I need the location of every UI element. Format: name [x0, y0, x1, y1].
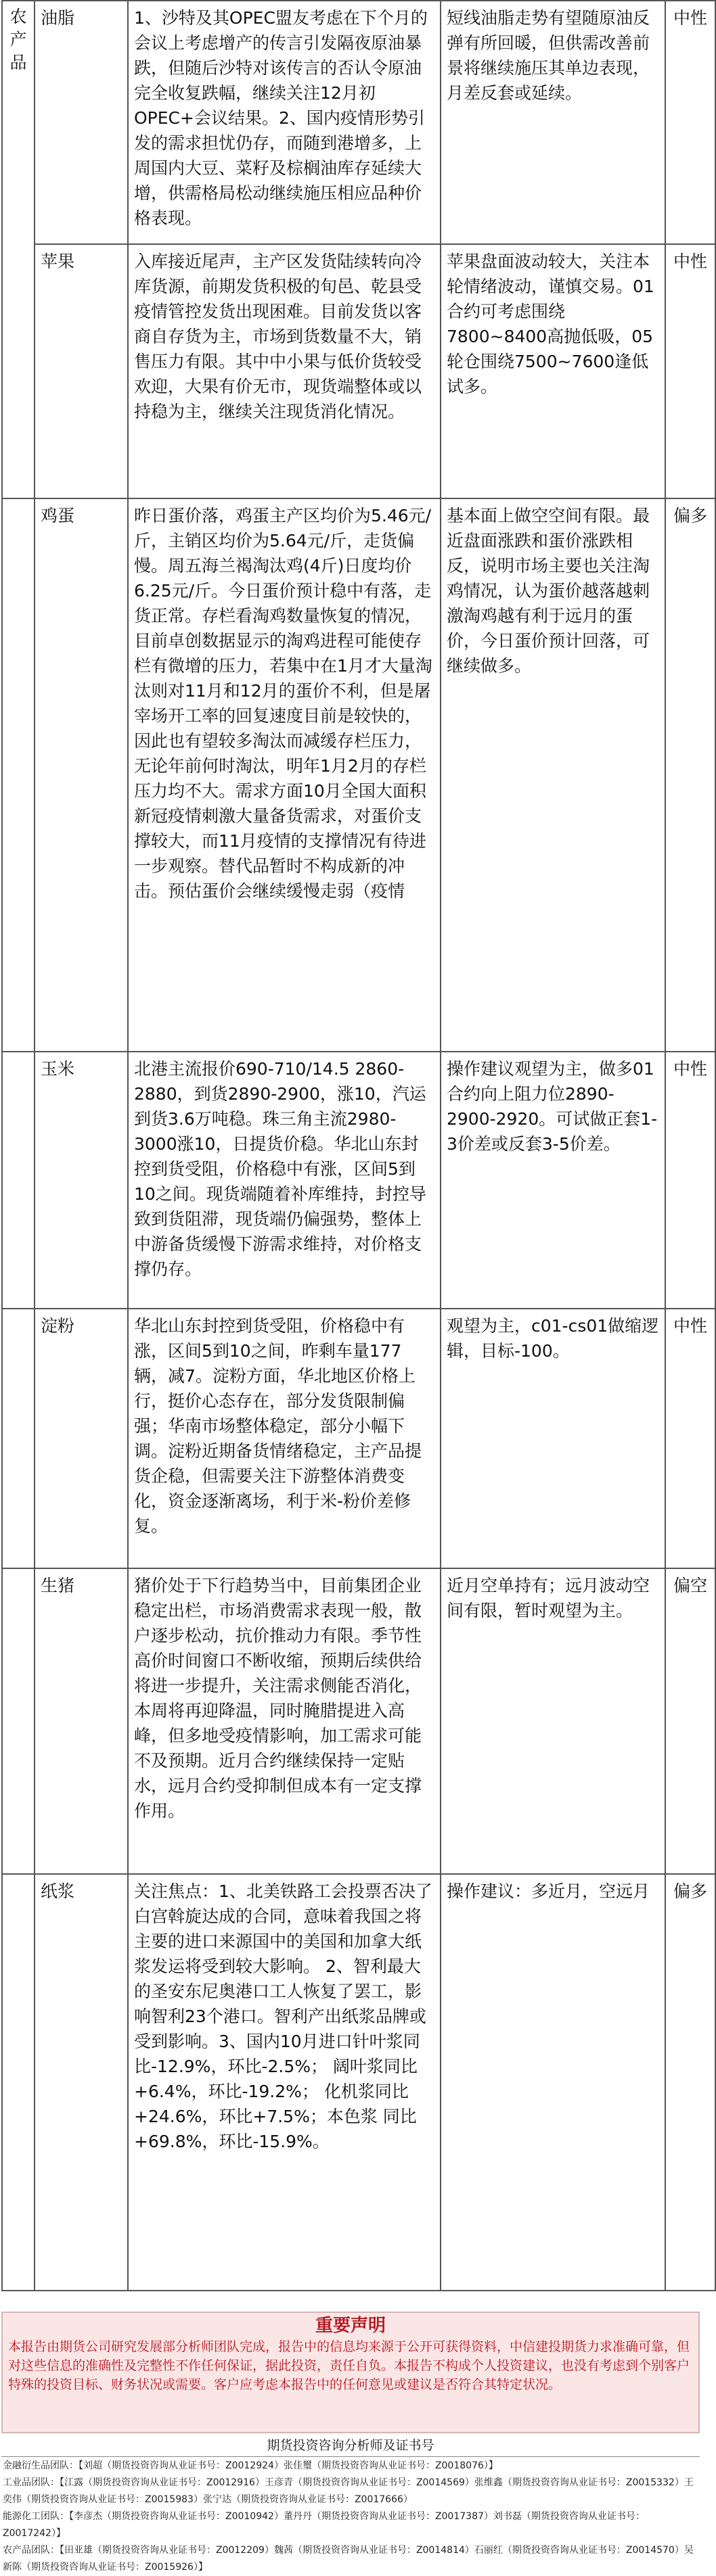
- rating-badge: 中性: [665, 1052, 715, 1309]
- analyst-team-line: 农产品团队：【田亚雄（期货投资咨询从业证书号：Z0012209）魏茜（期货投资咨询从业证书号：Z0014814）石丽红（期货投资咨询从业证书号：Z0014570）吴新陈（期货投资咨询从业证书号：Z0015926）】: [3, 2545, 694, 2573]
- rating-badge: 偏空: [665, 1568, 715, 1874]
- rating-badge: 中性: [665, 1, 715, 244]
- commodity-name: 苹果: [35, 244, 128, 498]
- advice-text: 短线油脂走势有望随原油反弹有所回暖，但供需改善前景将继续施压其单边表现，月差反套或延续。: [441, 1, 665, 244]
- commodity-name: 玉米: [35, 1052, 128, 1309]
- logic-text: 华北山东封控到货受阻，价格稳中有涨，区间5到10之间，昨剩车量177辆，减7。淀粉方面，华北地区价格上行，挺价心态存在，部分发货限制偏强；华南市场整体稳定，部分小幅下调。淀粉近期备货情绪稳定，主产品提货企稳，但需要关注下游整体消费变化，资金逐渐离场，利于米-粉价差修复。: [128, 1309, 441, 1568]
- logic-text: 关注焦点：1、北美铁路工会投票否决了白宫斡旋达成的合同，意味着我国之将主要的进口来源国中的美国和加拿大纸浆发运将受到较大影响。 2、智利最大的圣安东尼奥港口工人恢复了罢工，影响智利23个港口。智利产出纸浆品牌或受到影响。3、国内10月进口针叶浆同比-12.9%，环比-2.5%； 阔叶浆同比+6.4%，环比-19.2%； 化机浆同比+24.6%，环比+7.5%；本色浆 同比+69.8%，环比-15.9%。: [128, 1874, 441, 2291]
- table-row: [2, 1568, 715, 1874]
- table-row: [2, 1874, 715, 2291]
- logic-text: 猪价处于下行趋势当中，目前集团企业稳定出栏，市场消费需求表现一般，散户逐步松动，抗价推动力有限。季节性高价时间窗口不断收缩，预期后续供给将进一步提升，关注需求侧能否消化，本周将再迎降温，同时腌腊提进入高峰，但多地受疫情影响，加工需求可能不及预期。近月合约继续保持一定贴水，远月合约受抑制但成本有一定支撑作用。: [128, 1568, 441, 1874]
- logic-text: 入库接近尾声，主产区发货陆续转向冷库货源，前期发货积极的旬邑、乾县受疫情管控发货出现困难。目前发货以客商自存货为主，市场到货数量不大，销售压力有限。其中中小果与低价货较受欢迎，大果有价无市，现货端整体或以持稳为主，继续关注现货消化情况。: [128, 244, 441, 498]
- rating-badge: 偏多: [665, 1874, 715, 2291]
- commodity-name: 油脂: [35, 1, 128, 244]
- advice-text: 苹果盘面波动较大，关注本轮情绪波动，谨慎交易。01合约可考虑围绕7800~8400高抛低吸，05轮仓围绕7500~7600逢低试多。: [441, 244, 665, 498]
- analyst-team-line: 金融衍生品团队：【刘超（期货投资咨询从业证书号：Z0012924）张佳璽（期货投资咨询从业证书号：Z0018076）】: [3, 2460, 498, 2471]
- table-row: [2, 1309, 715, 1568]
- analyst-section-title: 期货投资咨询分析师及证书号: [1, 2435, 700, 2457]
- disclaimer-text: 本报告由期货公司研究发展部分析师团队完成，报告中的信息均来源于公开可获得资料，中信建投期货力求准确可靠，但对这些信息的准确性及完整性不作任何保证，据此投资，责任自负。本报告不构成个人投资建议，也没有考虑到个别客户特殊的投资目标、财务状况或需要。客户应考虑本报告中的任何意见或建议是否符合其特定状况。: [8, 2339, 690, 2392]
- table-row: [2, 1052, 715, 1309]
- disclaimer-title: 重要声明: [315, 2316, 386, 2336]
- rating-badge: 中性: [665, 1309, 715, 1568]
- table-row: [2, 1, 715, 244]
- logic-text: 1、沙特及其OPEC盟友考虑在下个月的会议上考虑增产的传言引发隔夜原油暴跌，但随后沙特对该传言的否认令原油完全收复跌幅，继续关注12月初OPEC+会议结果。2、国内疫情形势引发的需求担忧仍存，而随到港增多，上周国内大豆、菜籽及棕榈油库存延续大增，供需格局松动继续施压相应品种价格表现。: [128, 1, 441, 244]
- advice-text: 近月空单持有；远月波动空间有限，暂时观望为主。: [441, 1568, 665, 1874]
- rating-badge: 中性: [665, 244, 715, 498]
- commodity-name: 鸡蛋: [35, 498, 128, 1052]
- commodity-name: 生猪: [35, 1568, 128, 1874]
- analyst-list: [3, 2458, 698, 2576]
- advice-text: 操作建议：多近月，空远月: [441, 1874, 665, 2291]
- logic-text: 北港主流报价690-710/14.5 2860-2880，到货2890-2900，涨10，汽运到货3.6万吨稳。珠三角主流2980-3000涨10，日提货价稳。华北山东封控到货受阻，价格稳中有涨，区间5到10之间。现货端随着补库维持，封控导致到货阻滞，现货端仍偏强势，整体上中游备货缓慢下游需求维持，对价格支撑仍存。: [128, 1052, 441, 1309]
- rating-badge: 偏多: [665, 498, 715, 1052]
- advice-text: 基本面上做空空间有限。最近盘面涨跌和蛋价涨跌相反，说明市场主要也关注淘鸡情况，认为蛋价越落越刺激淘鸡越有利于远月的蛋价，今日蛋价预计回落，可继续做多。: [441, 498, 665, 1052]
- table-row: [2, 498, 715, 1052]
- advice-text: 操作建议观望为主，做多01合约向上阻力位2890-2900-2920。可试做正套1-3价差或反套3-5价差。: [441, 1052, 665, 1309]
- analyst-team-line: 能源化工团队：【李彦杰（期货投资咨询从业证书号：Z0010942）董丹丹（期货投资咨询从业证书号：Z0017387）刘书磊（期货投资咨询从业证书号：Z0017242）】: [3, 2511, 645, 2539]
- commodity-name: 纸浆: [35, 1874, 128, 2291]
- advice-text: 观望为主，c01-cs01做缩逻辑，目标-100。: [441, 1309, 665, 1568]
- disclaimer-box: [1, 2312, 700, 2433]
- commodity-table: [1, 0, 716, 2291]
- commodity-name: 淀粉: [35, 1309, 128, 1568]
- analyst-team-line: 工业品团队：【江露（期货投资咨询从业证书号：Z0012916）王彦青（期货投资咨询从业证书号：Z0014569）张维鑫（期货投资咨询从业证书号：Z0015332）王奕伟（期货投资咨询从业证书号：Z0015983）张宁达（期货投资咨询从业证书号：Z0017666）: [3, 2477, 694, 2505]
- section-label: 农产品: [2, 1, 35, 498]
- table-row: [2, 244, 715, 498]
- logic-text: 昨日蛋价落，鸡蛋主产区均价为5.46元/斤，主销区均价为5.64元/斤，走货偏慢。周五海兰褐淘汰鸡(4斤)日度均价6.25元/斤。今日蛋价预计稳中有落，走货正常。存栏看淘鸡数量恢复的情况，目前卓创数据显示的淘鸡进程可能使存栏有微增的压力，若集中在1月才大量淘汰则对11月和12月的蛋价不利，但是屠宰场开工率的回复速度目前是较快的，因此也有望较多淘汰而减缓存栏压力，无论年前何时淘汰，明年1月2月的存栏压力均不大。需求方面10月全国大面积新冠疫情刺激大量备货需求，对蛋价支撑较大，而11月疫情的支撑情况有待进一步观察。替代品暂时不构成新的冲击。预估蛋价会继续缓慢走弱（疫情: [134, 506, 432, 901]
